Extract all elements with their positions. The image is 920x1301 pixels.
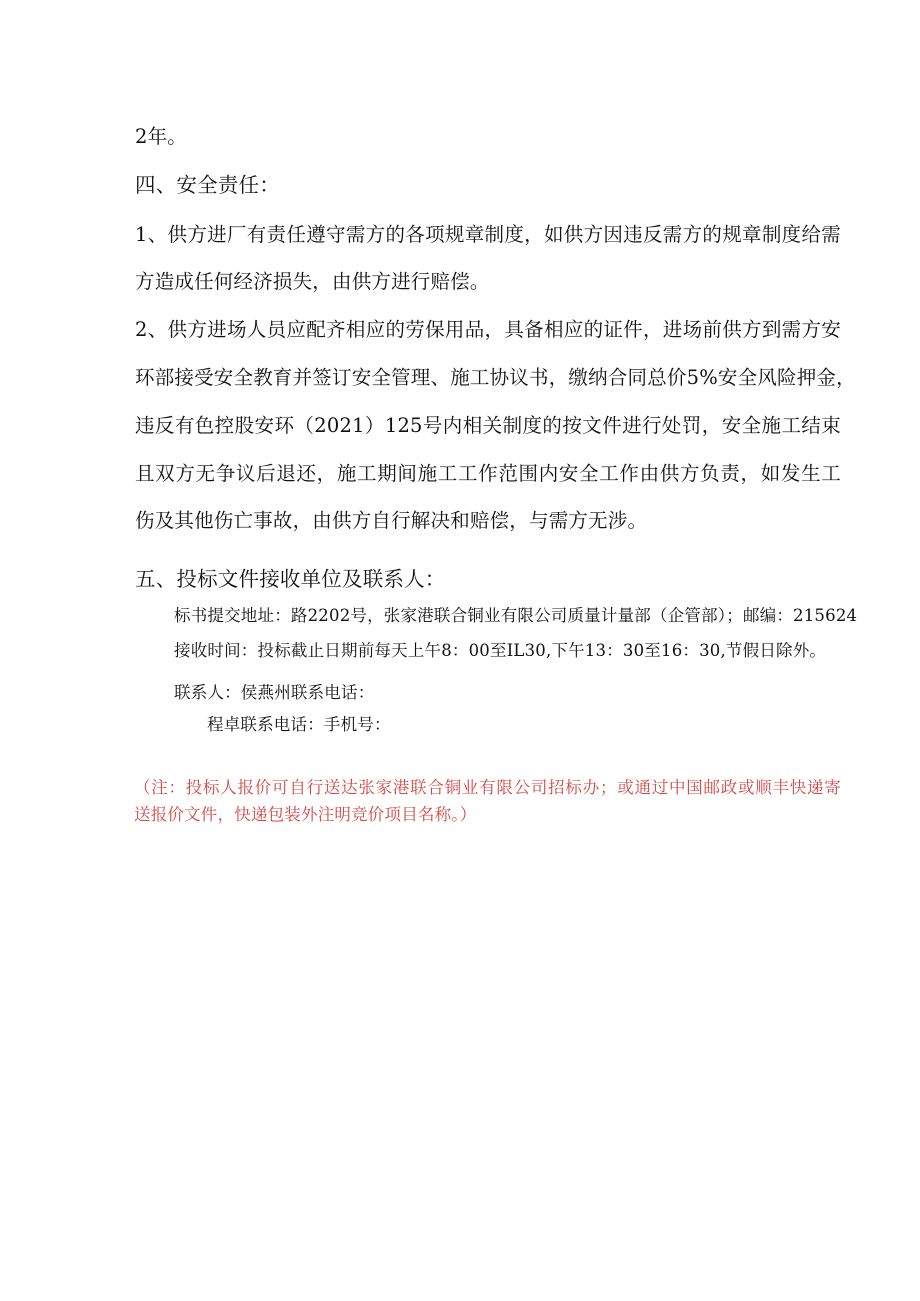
item2-line5: 伤及其他伤亡事故，由供方自行解决和赔偿，与需方无涉。	[135, 509, 648, 532]
item2-line3: 违反有色控股安环（2021）125号内相关制度的按文件进行处罚，安全施工结束	[135, 414, 841, 437]
contact-line-1: 联系人：侯燕州联系电话：	[174, 683, 375, 702]
section5-heading: 五、投标文件接收单位及联系人：	[135, 567, 446, 591]
item2-line1: 2、供方进场人员应配齐相应的劳保用品，具备相应的证件，进场前供方到需方安	[135, 318, 841, 341]
item1-line1: 1、供方进厂有责任遵守需方的各项规章制度，如供方因违反需方的规章制度给需	[135, 223, 841, 246]
note-line-2: 送报价文件，快递包装外注明竞价项目名称。）	[134, 805, 477, 824]
receive-time: 接收时间：投标截止日期前每天上午8：00至IL30,下午13：30至16：30,节假日除外。	[174, 641, 827, 660]
note-line-1: （注：投标人报价可自行送达张家港联合铜业有限公司招标办；或通过中国邮政或顺丰快递寄	[134, 778, 841, 797]
item2-line4: 且双方无争议后退还，施工期间施工工作范围内安全工作由供方负责，如发生工	[135, 462, 841, 485]
section4-heading: 四、安全责任：	[135, 173, 280, 197]
item1-line2: 方造成任何经济损失，由供方进行赔偿。	[135, 270, 490, 293]
continuation-text: 2年。	[135, 125, 188, 148]
submission-address: 标书提交地址：路2202号，张家港联合铜业有限公司质量计量部（企管部）；邮编：215624	[174, 606, 858, 625]
contact-line-2: 程卓联系电话：手机号：	[207, 715, 391, 734]
item2-line2: 环部接受安全教育并签订安全管理、施工协议书，缴纳合同总价5%安全风险押金，	[135, 366, 856, 389]
